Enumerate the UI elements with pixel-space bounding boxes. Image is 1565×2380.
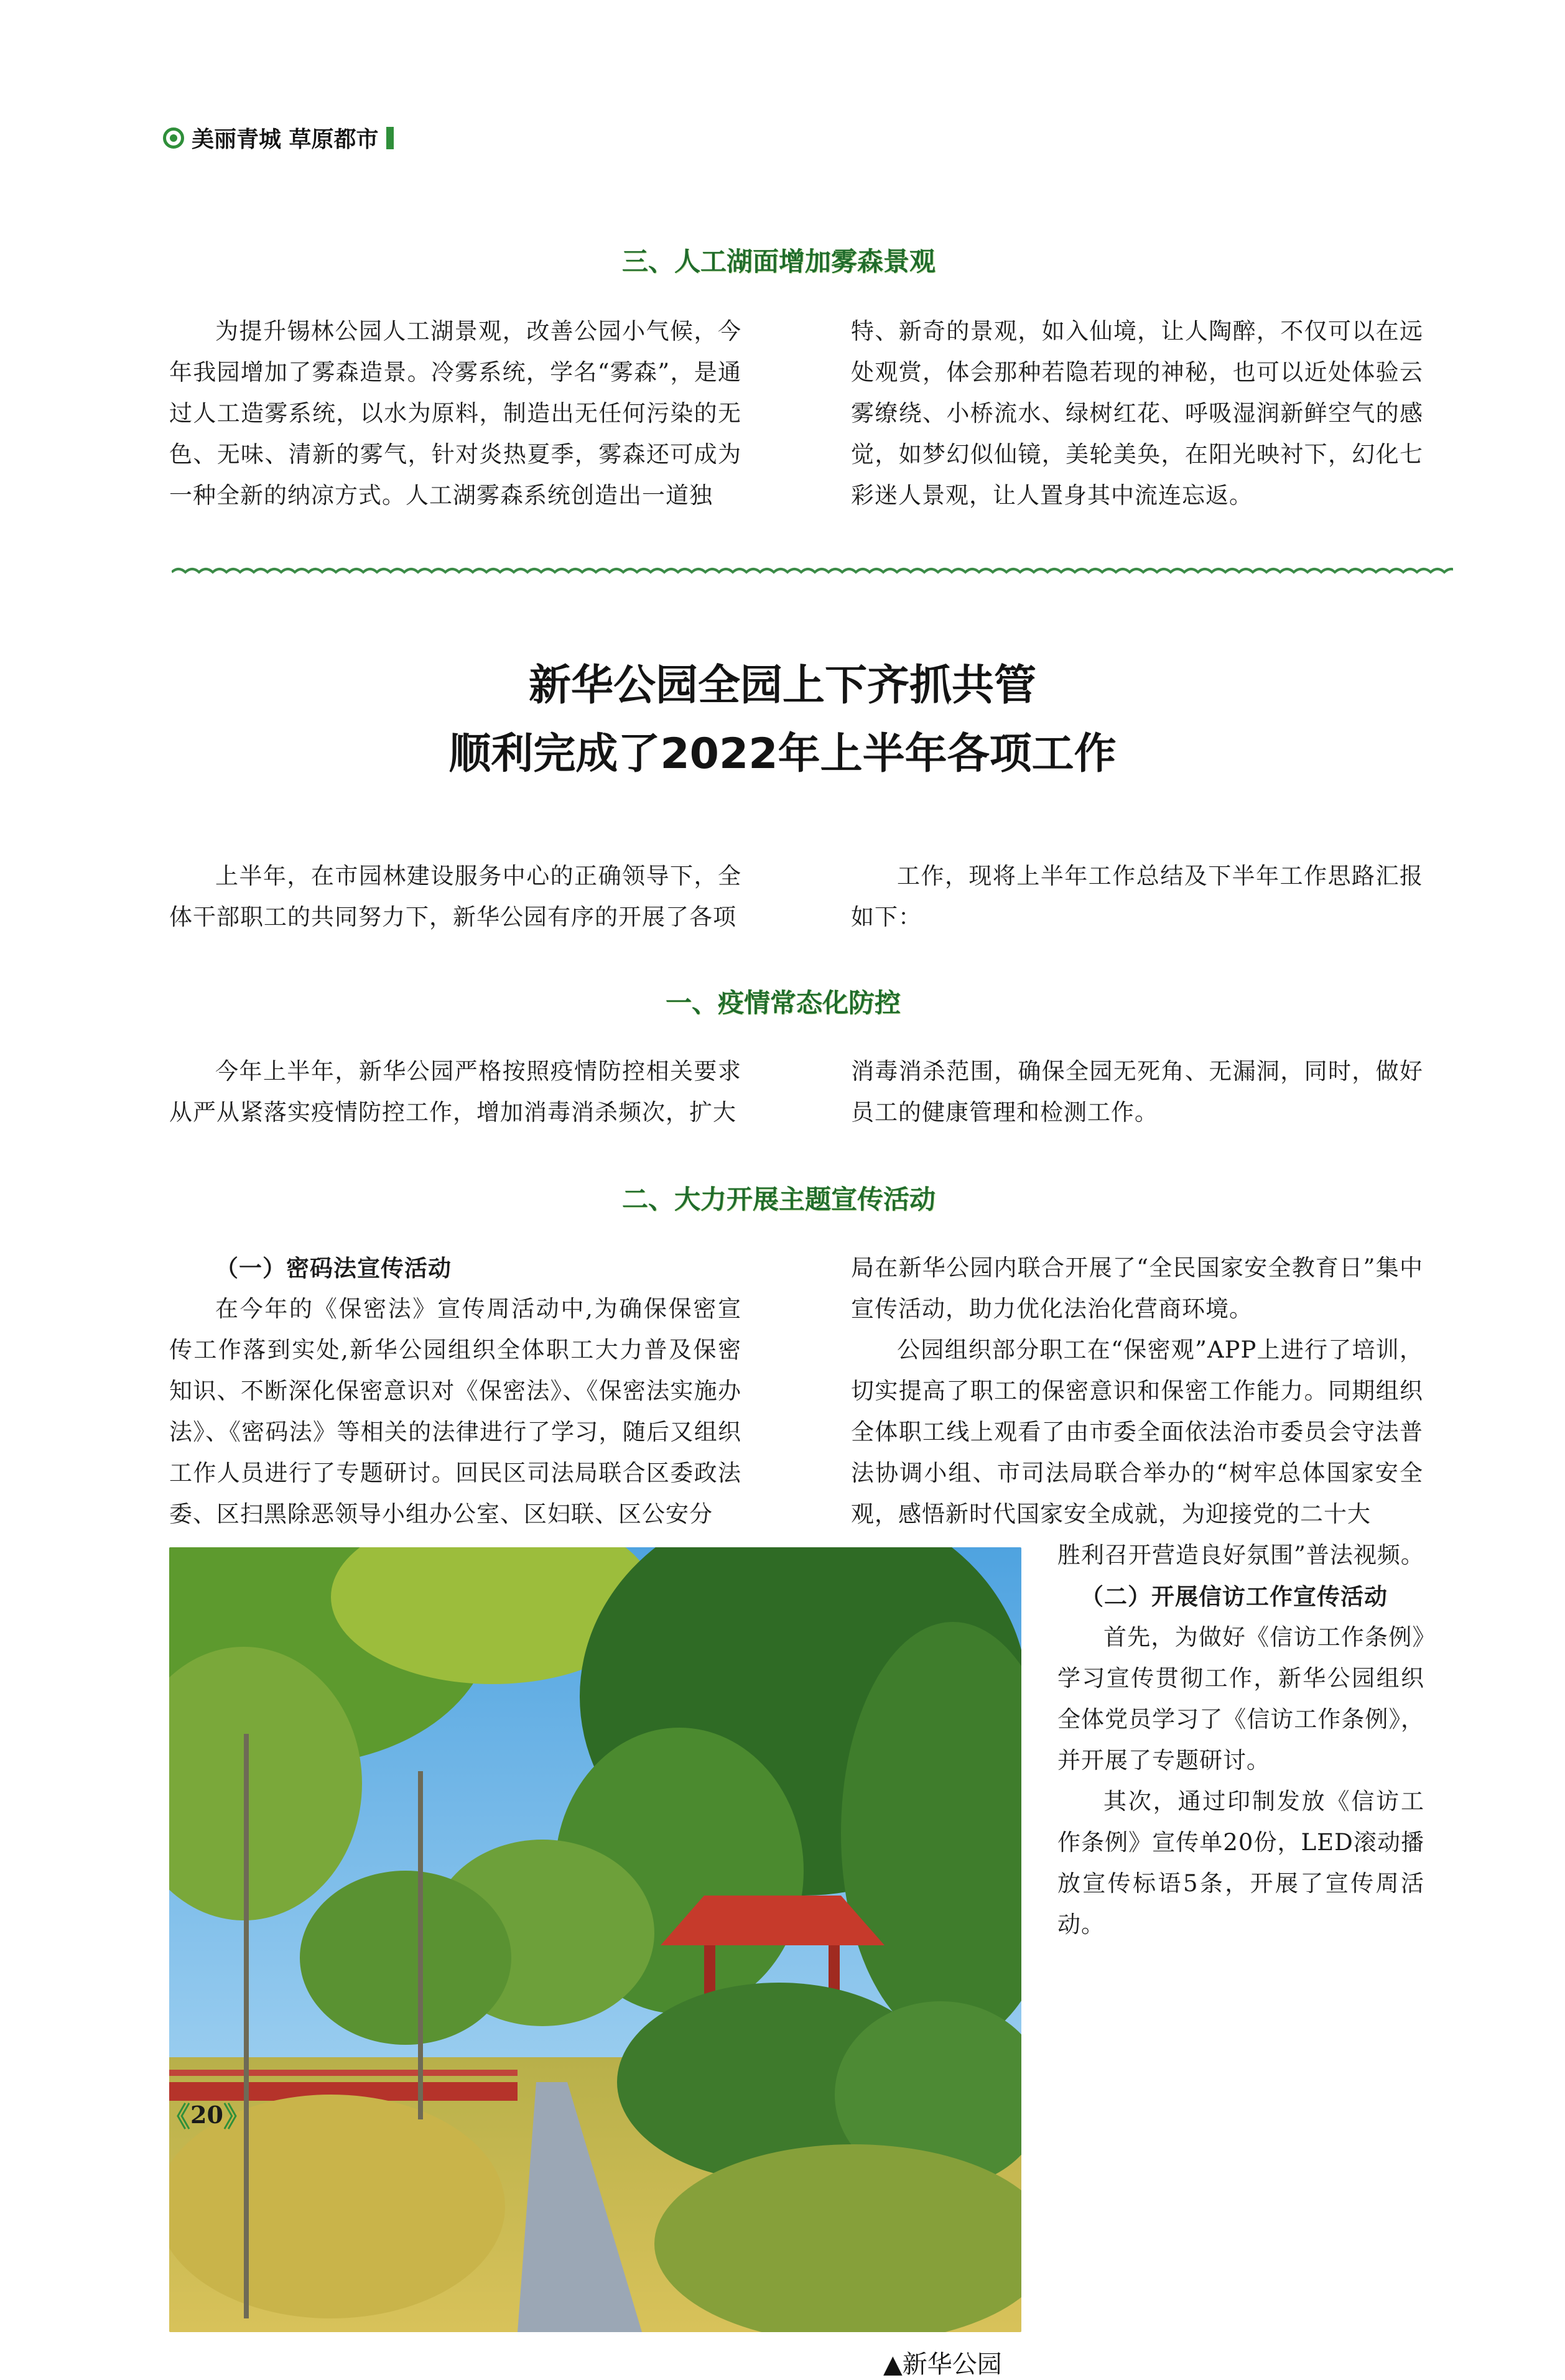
article-title [0,652,1565,789]
right-chevron-icon: 》 [223,2101,251,2133]
section2-right-paragraph-3: 首先，为做好《信访工作条例》学习宣传贯彻工作，新华公园组织全体党员学习了《信访工作条例》，并开展了专题研讨。 [1057,1624,1424,1774]
intro-left-text: 上半年，在市园林建设服务中心的正确领导下，全体干部职工的共同努力下，新华公园有序的开展了各项 [169,863,741,930]
section2-right-column-bottom [1057,1535,1424,1945]
circle-logo-icon [163,127,184,149]
section3-right-column [851,311,1423,516]
photo-caption: ▲新华公园 [883,2350,1002,2379]
section1-right-text: 消毒消杀范围，确保全园无死角、无漏洞，同时，做好员工的健康管理和检测工作。 [851,1058,1423,1126]
header-bar-icon [386,127,394,149]
section1-right-column [851,1051,1423,1133]
section2-heading: 二、大力开展主题宣传活动 [622,1184,936,1215]
intro-left-column [169,856,741,938]
article-title-line2: 顺利完成了2022年上半年各项工作 [448,729,1117,779]
section3-left-column [169,311,741,516]
header-text: 美丽青城 草原都市 [192,127,379,152]
running-header [163,122,394,154]
section2-subheading-2: （二）开展信访工作宣传活动 [1080,1583,1388,1610]
section1-left-text: 今年上半年，新华公园严格按照疫情防控相关要求从严从紧落实疫情防控工作，增加消毒消杀频次，扩大 [169,1058,741,1126]
park-photo [169,1547,1021,2332]
left-chevron-icon: 《 [163,2101,190,2133]
section2-right-paragraph-4: 其次，通过印制发放《信访工作条例》宣传单20份，LED滚动播放宣传标语5条，开展了宣传周活动。 [1057,1788,1424,1938]
section2-right-paragraph-2b: 胜利召开营造良好氛围”普法视频。 [1057,1542,1424,1568]
article-title-line1: 新华公园全园上下齐抓共管 [528,661,1036,710]
section2-subheading-1: （一）密码法宣传活动 [215,1254,452,1282]
section2-left-paragraph: 在今年的《保密法》宣传周活动中,为确保保密宣传工作落到实处,新华公园组织全体职工大力普及保密知识、不断深化保密意识对《保密法》、《保密法实施办法》、《密码法》等相关的法律进行了学习，随后又组织工作人员进行了专题研讨。回民区司法局联合区委政法委、区扫黑除恶领导小组办公室、区妇联、区公安分 [169,1295,741,1527]
wave-divider [172,563,1453,581]
park-photo-image [169,1547,1021,2332]
intro-right-column [851,856,1423,938]
section1-heading: 一、疫情常态化防控 [666,988,901,1018]
section2-right-paragraph-2: 公园组织部分职工在“保密观”APP上进行了培训，切实提高了职工的保密意识和保密工作能力。同期组织全体职工线上观看了由市委全面依法治市委员会守法普法协调小组、市司法局联合举办的“树牢总体国家安全观，感悟新时代国家安全成就，为迎接党的二十大 [851,1336,1423,1527]
section2-right-paragraph-1: 局在新华公园内联合开展了“全民国家安全教育日”集中宣传活动，助力优化法治化营商环境。 [851,1254,1423,1322]
section3-left-text: 为提升锡林公园人工湖景观，改善公园小气候，今年我园增加了雾森造景。冷雾系统，学名“雾森”，是通过人工造雾系统，以水为原料，制造出无任何污染的无色、无味、清新的雾气，针对炎热夏季，雾森还可成为一种全新的纳凉方式。人工湖雾森系统创造出一道独 [169,318,741,509]
section1-left-column [169,1051,741,1133]
section2-right-column-top [851,1248,1423,1535]
page-number-badge [163,2095,251,2134]
section3-heading: 三、人工湖面增加雾森景观 [622,246,936,277]
section2-left-column [169,1248,741,1535]
intro-right-text: 工作，现将上半年工作总结及下半年工作思路汇报如下： [851,863,1423,930]
page-number: 20 [190,2100,223,2129]
section3-right-text: 特、新奇的景观，如入仙境，让人陶醉，不仅可以在远处观赏，体会那种若隐若现的神秘，也可以近处体验云雾缭绕、小桥流水、绿树红花、呼吸湿润新鲜空气的感觉，如梦幻似仙镜，美轮美奂，在阳光映衬下，幻化七彩迷人景观，让人置身其中流连忘返。 [851,318,1423,509]
